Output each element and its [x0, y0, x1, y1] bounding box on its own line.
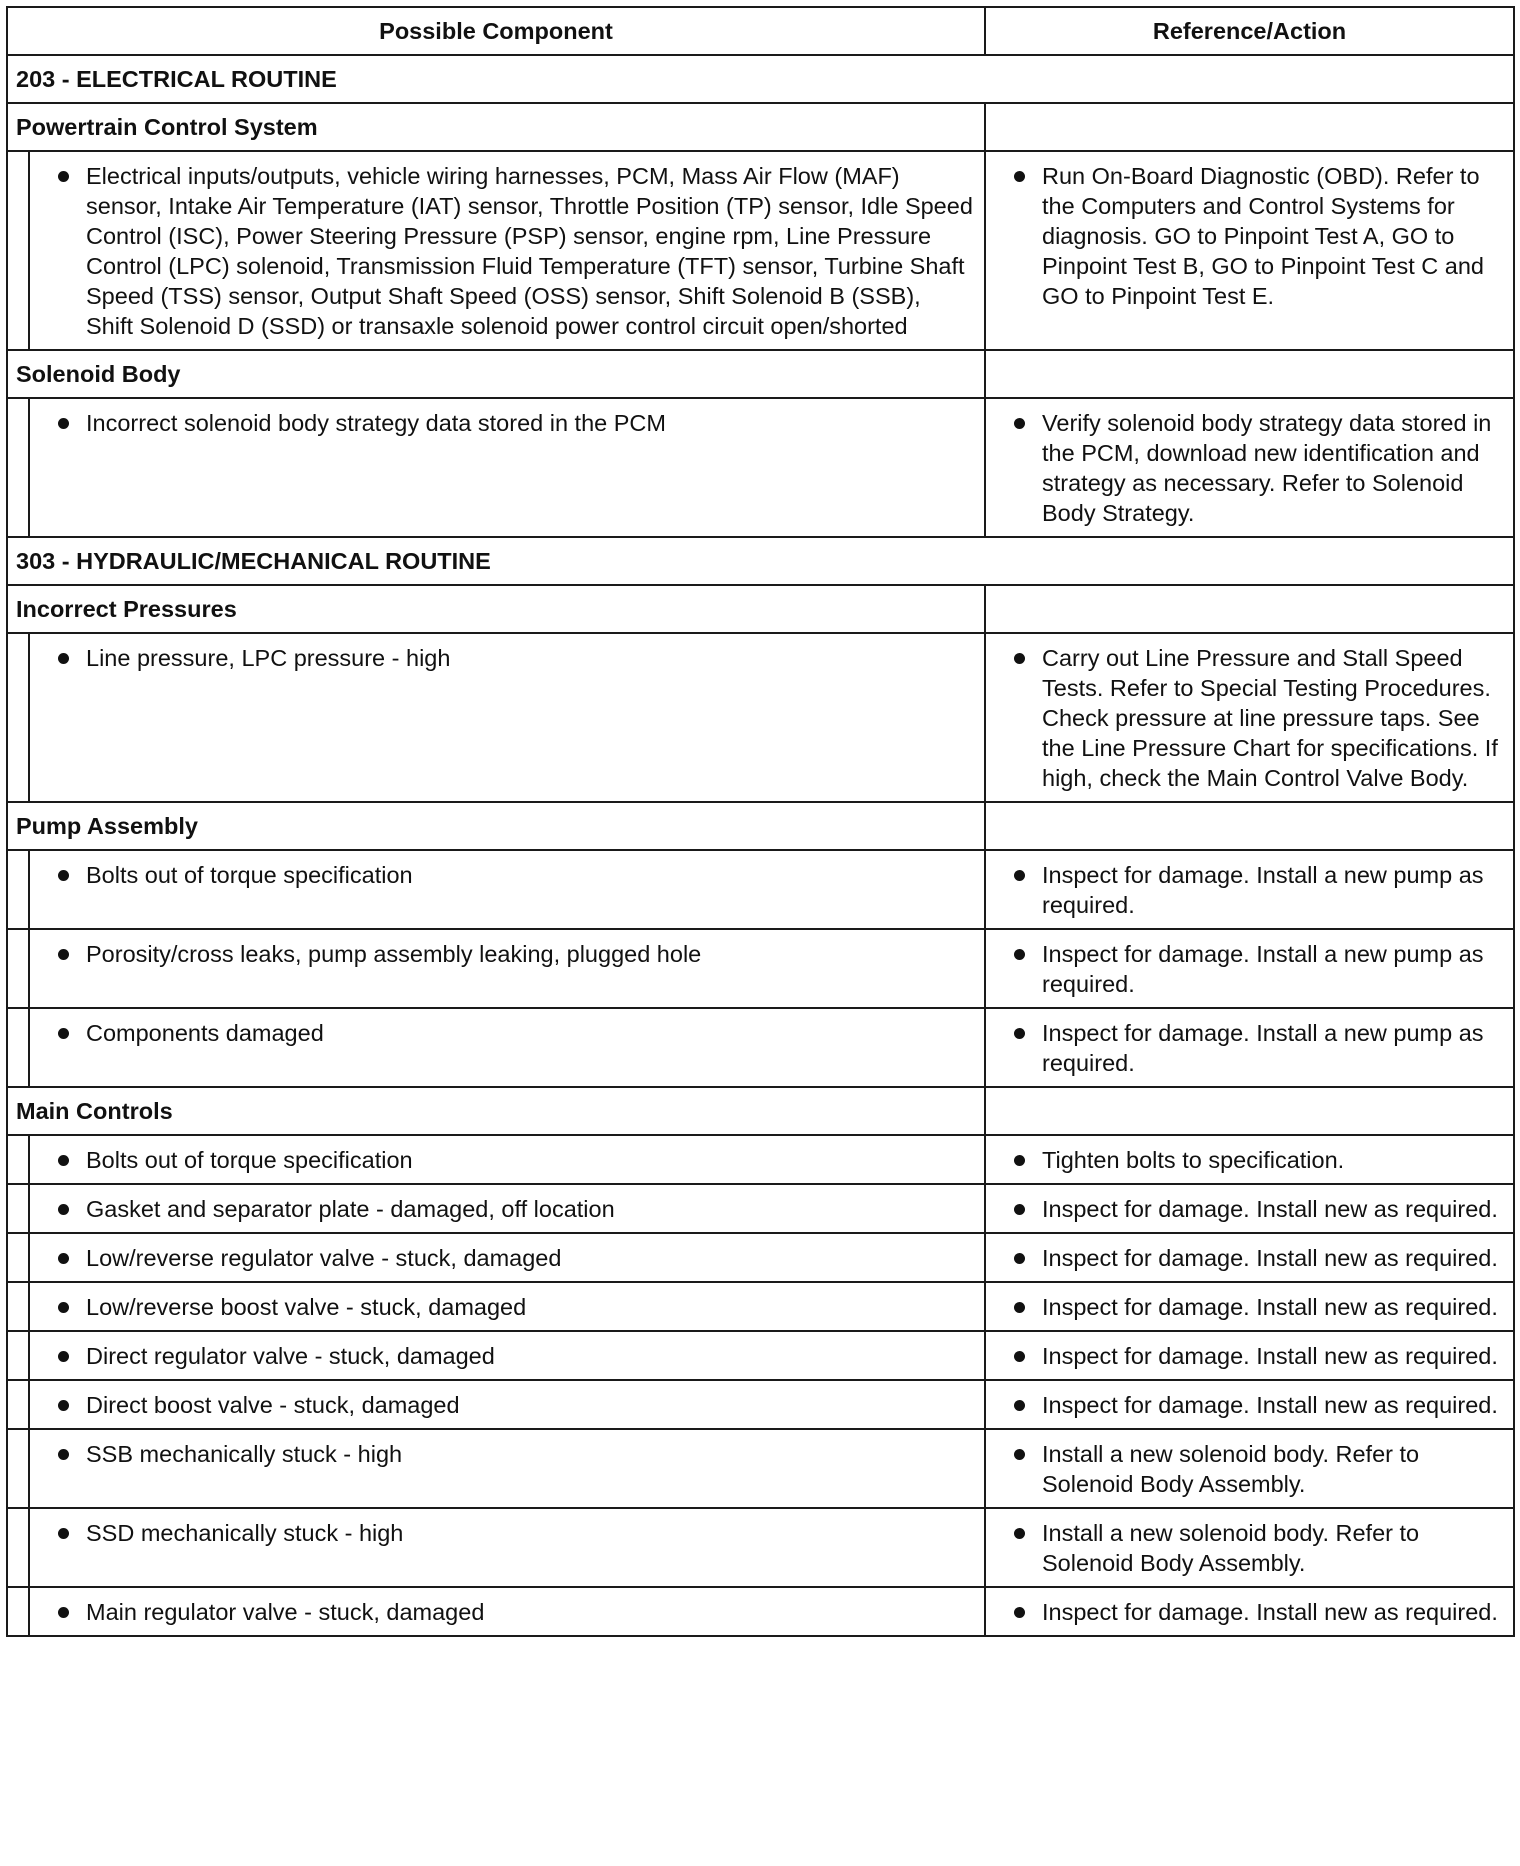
indent-cell: [7, 1184, 29, 1233]
section-title: 303 - HYDRAULIC/MECHANICAL ROUTINE: [7, 537, 1514, 585]
component-cell: [29, 1508, 985, 1587]
bullet-icon: [58, 1155, 69, 1166]
group-reference-empty: [985, 802, 1514, 850]
bullet-icon: [1014, 1028, 1025, 1039]
action-cell: [985, 1587, 1514, 1636]
component-text: Incorrect solenoid body strategy data stored in the PCM: [86, 410, 666, 436]
action-bullet-item: [986, 1292, 1503, 1322]
action-cell: [985, 398, 1514, 537]
bullet-icon: [58, 1400, 69, 1411]
bullet-icon: [1014, 1400, 1025, 1411]
action-cell: [985, 1380, 1514, 1429]
bullet-icon: [1014, 1528, 1025, 1539]
action-bullet-item: [986, 1341, 1503, 1371]
action-text: Inspect for damage. Install a new pump as required.: [1042, 862, 1484, 918]
action-text: Inspect for damage. Install new as required.: [1042, 1343, 1498, 1369]
action-bullet-item: [986, 1439, 1503, 1499]
section-title: 203 - ELECTRICAL ROUTINE: [7, 55, 1514, 103]
component-text: Direct regulator valve - stuck, damaged: [86, 1343, 495, 1369]
action-cell: [985, 151, 1514, 350]
table-row: [7, 1135, 1514, 1184]
action-text: Inspect for damage. Install new as required.: [1042, 1294, 1498, 1320]
action-bullet-item: [986, 1018, 1503, 1078]
table-row: [7, 850, 1514, 929]
component-bullet-item: [30, 939, 974, 969]
bullet-icon: [58, 1028, 69, 1039]
table-row: [7, 1008, 1514, 1087]
bullet-icon: [1014, 418, 1025, 429]
indent-cell: [7, 1233, 29, 1282]
action-text: Install a new solenoid body. Refer to Solenoid Body Assembly.: [1042, 1520, 1420, 1576]
action-cell: [985, 850, 1514, 929]
action-bullet-item: [986, 1597, 1503, 1627]
component-cell: [29, 151, 985, 350]
component-cell: [29, 1008, 985, 1087]
component-cell: [29, 1233, 985, 1282]
bullet-icon: [1014, 1155, 1025, 1166]
action-cell: [985, 1184, 1514, 1233]
bullet-icon: [1014, 1449, 1025, 1460]
indent-cell: [7, 850, 29, 929]
table-row: [7, 1233, 1514, 1282]
bullet-icon: [1014, 1253, 1025, 1264]
bullet-icon: [1014, 653, 1025, 664]
bullet-icon: [58, 1607, 69, 1618]
component-bullet-item: [30, 1341, 974, 1371]
action-bullet-item: [986, 408, 1503, 528]
table-row: [7, 1587, 1514, 1636]
action-bullet-item: [986, 1194, 1503, 1224]
action-cell: [985, 1331, 1514, 1380]
table-body: [7, 55, 1514, 1636]
action-text: Inspect for damage. Install new as required.: [1042, 1196, 1498, 1222]
indent-cell: [7, 1508, 29, 1587]
action-text: Run On-Board Diagnostic (OBD). Refer to the Computers and Control Systems for diagnosis. GO to Pinpoint Test A, GO to Pinpoint Test B, GO to Pinpoint Test C and GO to Pinpoint Test E.: [1042, 163, 1484, 309]
indent-cell: [7, 151, 29, 350]
component-cell: [29, 633, 985, 802]
group-row: [7, 103, 1514, 151]
action-bullet-item: [986, 1243, 1503, 1273]
action-cell: [985, 1135, 1514, 1184]
group-row: [7, 585, 1514, 633]
component-cell: [29, 1587, 985, 1636]
action-text: Install a new solenoid body. Refer to Solenoid Body Assembly.: [1042, 1441, 1420, 1497]
component-cell: [29, 850, 985, 929]
action-bullet-item: [986, 860, 1503, 920]
component-text: Electrical inputs/outputs, vehicle wiring harnesses, PCM, Mass Air Flow (MAF) sensor, Intake Air Temperature (IAT) sensor, Throttle Position (TP) sensor, Idle Speed Control (ISC), Power Steering Pressure (PSP) sensor, engine rpm, Line Pressure Control (LPC) solenoid, Transmission Fluid Temperature (TFT) sensor, Turbine Shaft Speed (TSS) sensor, Output Shaft Speed (OSS) sensor, Shift Solenoid B (SSB), Shift Solenoid D (SSD) or transaxle solenoid power control circuit open/shorted: [86, 163, 973, 339]
component-bullet-item: [30, 1145, 974, 1175]
table-row: [7, 633, 1514, 802]
group-row: [7, 350, 1514, 398]
component-bullet-item: [30, 161, 974, 341]
group-reference-empty: [985, 103, 1514, 151]
component-bullet-item: [30, 860, 974, 890]
group-row: [7, 802, 1514, 850]
component-bullet-item: [30, 1597, 974, 1627]
group-title: Pump Assembly: [7, 802, 985, 850]
table-row: [7, 1331, 1514, 1380]
component-text: Low/reverse regulator valve - stuck, damaged: [86, 1245, 562, 1271]
header-possible-component: Possible Component: [7, 7, 985, 55]
component-text: Components damaged: [86, 1020, 324, 1046]
bullet-icon: [1014, 171, 1025, 182]
table-row: [7, 1380, 1514, 1429]
component-cell: [29, 398, 985, 537]
action-bullet-item: [986, 1390, 1503, 1420]
action-text: Inspect for damage. Install new as required.: [1042, 1245, 1498, 1271]
group-row: [7, 1087, 1514, 1135]
group-reference-empty: [985, 585, 1514, 633]
action-text: Verify solenoid body strategy data stored in the PCM, download new identification and strategy as necessary. Refer to Solenoid Body Strategy.: [1042, 410, 1492, 526]
component-text: Bolts out of torque specification: [86, 1147, 413, 1173]
action-bullet-item: [986, 939, 1503, 999]
component-bullet-item: [30, 1390, 974, 1420]
table-row: [7, 1508, 1514, 1587]
bullet-icon: [58, 653, 69, 664]
bullet-icon: [1014, 949, 1025, 960]
bullet-icon: [58, 949, 69, 960]
table-row: [7, 398, 1514, 537]
bullet-icon: [58, 1204, 69, 1215]
action-cell: [985, 1008, 1514, 1087]
action-bullet-item: [986, 1145, 1503, 1175]
group-reference-empty: [985, 1087, 1514, 1135]
bullet-icon: [58, 418, 69, 429]
action-text: Inspect for damage. Install a new pump as required.: [1042, 1020, 1484, 1076]
group-title: Main Controls: [7, 1087, 985, 1135]
table-row: [7, 1184, 1514, 1233]
indent-cell: [7, 1331, 29, 1380]
bullet-icon: [58, 171, 69, 182]
component-bullet-item: [30, 1243, 974, 1273]
component-text: Main regulator valve - stuck, damaged: [86, 1599, 485, 1625]
indent-cell: [7, 929, 29, 1008]
component-text: Direct boost valve - stuck, damaged: [86, 1392, 460, 1418]
table-row: [7, 151, 1514, 350]
action-text: Carry out Line Pressure and Stall Speed Tests. Refer to Special Testing Procedures. Check pressure at line pressure taps. See the Line Pressure Chart for specifications. If high, check the Main Control Valve Body.: [1042, 645, 1498, 791]
table-header-row: [7, 7, 1514, 55]
bullet-icon: [1014, 1204, 1025, 1215]
bullet-icon: [58, 1302, 69, 1313]
action-bullet-item: [986, 643, 1503, 793]
diagnosis-table: [6, 6, 1515, 1637]
indent-cell: [7, 633, 29, 802]
component-bullet-item: [30, 1518, 974, 1548]
component-text: Gasket and separator plate - damaged, off location: [86, 1196, 615, 1222]
action-cell: [985, 929, 1514, 1008]
action-cell: [985, 633, 1514, 802]
indent-cell: [7, 1429, 29, 1508]
group-reference-empty: [985, 350, 1514, 398]
bullet-icon: [58, 1528, 69, 1539]
component-cell: [29, 1184, 985, 1233]
component-text: SSB mechanically stuck - high: [86, 1441, 403, 1467]
component-cell: [29, 1380, 985, 1429]
indent-cell: [7, 398, 29, 537]
component-text: Line pressure, LPC pressure - high: [86, 645, 451, 671]
component-bullet-item: [30, 408, 974, 438]
action-cell: [985, 1282, 1514, 1331]
component-text: Porosity/cross leaks, pump assembly leaking, plugged hole: [86, 941, 702, 967]
component-cell: [29, 1331, 985, 1380]
action-bullet-item: [986, 161, 1503, 311]
component-bullet-item: [30, 1439, 974, 1469]
header-reference-action: Reference/Action: [985, 7, 1514, 55]
component-cell: [29, 1282, 985, 1331]
bullet-icon: [58, 1449, 69, 1460]
table-row: [7, 1429, 1514, 1508]
component-cell: [29, 1135, 985, 1184]
component-text: Bolts out of torque specification: [86, 862, 413, 888]
group-title: Solenoid Body: [7, 350, 985, 398]
component-bullet-item: [30, 643, 974, 673]
component-text: SSD mechanically stuck - high: [86, 1520, 404, 1546]
indent-cell: [7, 1008, 29, 1087]
component-bullet-item: [30, 1292, 974, 1322]
indent-cell: [7, 1587, 29, 1636]
bullet-icon: [58, 1351, 69, 1362]
group-title: Powertrain Control System: [7, 103, 985, 151]
section-row: [7, 55, 1514, 103]
action-text: Inspect for damage. Install new as required.: [1042, 1599, 1498, 1625]
component-text: Low/reverse boost valve - stuck, damaged: [86, 1294, 527, 1320]
table-row: [7, 929, 1514, 1008]
bullet-icon: [1014, 1607, 1025, 1618]
bullet-icon: [1014, 1351, 1025, 1362]
component-cell: [29, 1429, 985, 1508]
bullet-icon: [1014, 870, 1025, 881]
table-row: [7, 1282, 1514, 1331]
action-text: Tighten bolts to specification.: [1042, 1147, 1345, 1173]
component-bullet-item: [30, 1194, 974, 1224]
action-bullet-item: [986, 1518, 1503, 1578]
component-cell: [29, 929, 985, 1008]
indent-cell: [7, 1380, 29, 1429]
action-cell: [985, 1233, 1514, 1282]
bullet-icon: [58, 1253, 69, 1264]
group-title: Incorrect Pressures: [7, 585, 985, 633]
component-bullet-item: [30, 1018, 974, 1048]
action-cell: [985, 1508, 1514, 1587]
action-text: Inspect for damage. Install new as required.: [1042, 1392, 1498, 1418]
bullet-icon: [58, 870, 69, 881]
section-row: [7, 537, 1514, 585]
action-text: Inspect for damage. Install a new pump as required.: [1042, 941, 1484, 997]
indent-cell: [7, 1282, 29, 1331]
action-cell: [985, 1429, 1514, 1508]
bullet-icon: [1014, 1302, 1025, 1313]
indent-cell: [7, 1135, 29, 1184]
